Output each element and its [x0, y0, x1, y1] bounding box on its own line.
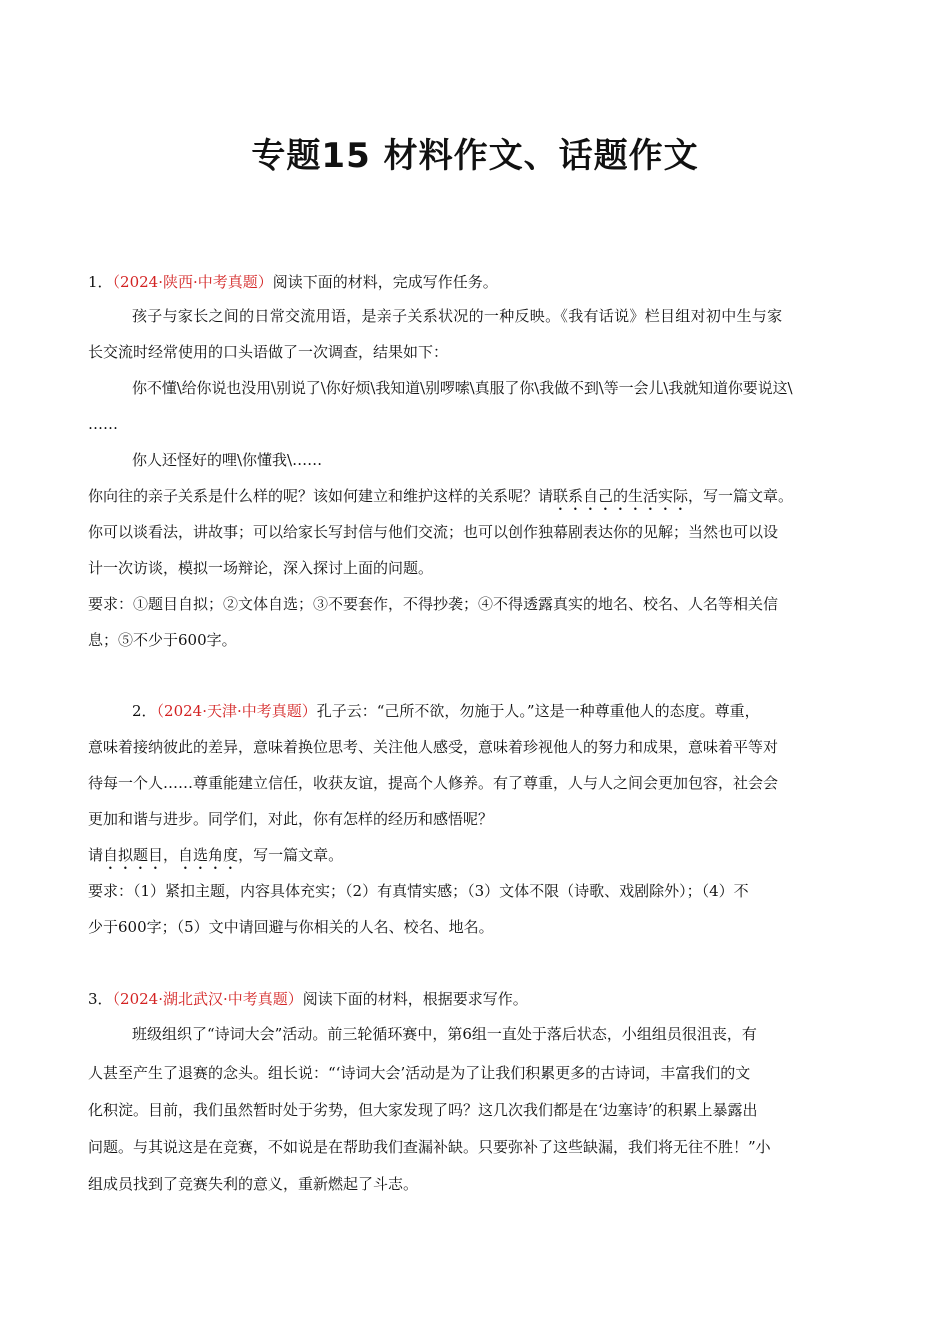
q1-list-line: 你不懂\给你说也没用\别说了\你好烦\我知道\别啰嗦\真服了你\我做不到\等一会儿\我就知道你要说这\	[132, 379, 793, 397]
q2-task-text: ，写一篇文章。	[238, 846, 344, 864]
q2-requirement-line: 要求：（1）紧扣主题，内容具体充实；（2）有真情实感；（3）文体不限（诗歌、戏剧除外）；（4）不	[88, 882, 749, 900]
q2-emphasis-text: 自选角度	[178, 846, 239, 864]
q3-material-line: 问题。与其说这是在竞赛，不如说是在帮助我们查漏补缺。只要弥补了这些缺漏，我们将无往不胜！”小	[88, 1138, 771, 1156]
q2-material-text: 孔子云：“己所不欲，勿施于人。”这是一种尊重他人的态度。尊重，	[316, 702, 760, 720]
q1-task-line: 你可以谈看法，讲故事；可以给家长写封信与他们交流；也可以创作独幕剧表达你的见解；当然也可以设	[88, 523, 779, 541]
q2-requirement-line: 少于600字；（5）文中请回避与你相关的人名、校名、地名。	[88, 918, 494, 936]
q1-task-text: 你向往的亲子关系是什么样的呢？该如何建立和维护这样的关系呢？请	[88, 487, 554, 505]
q2-source: （2024·天津·中考真题）	[156, 702, 317, 720]
q1-task-text: ，写一篇文章。	[688, 487, 794, 505]
page-title: 专题15 材料作文、话题作文	[251, 136, 699, 176]
q1-emphasis-text: 联系自己的生活实际	[553, 487, 689, 505]
q1-number: 1．	[88, 273, 113, 291]
q2-task-text: 请	[88, 846, 104, 864]
q1-prompt: 阅读下面的材料，完成写作任务。	[272, 273, 498, 291]
q1-list-line: ……	[88, 415, 118, 433]
q3-material-line: 人甚至产生了退赛的念头。组长说：“‘诗词大会’活动是为了让我们积累更多的古诗词，丰富我们的文	[88, 1064, 751, 1082]
q2-number: 2．	[132, 702, 157, 720]
q2-material-line: 更加和谐与进步。同学们，对此，你有怎样的经历和感悟呢？	[88, 810, 494, 828]
q1-header	[88, 272, 498, 292]
q2-material-line: 意味着接纳彼此的差异，意味着换位思考、关注他人感受，意味着珍视他人的努力和成果，意味着平等对	[88, 738, 779, 756]
q2-emphasis-text: 自拟题目	[103, 846, 164, 864]
q3-prompt: 阅读下面的材料，根据要求写作。	[302, 990, 528, 1008]
q1-requirement-line: 息；⑤不少于600字。	[88, 631, 237, 649]
q3-number: 3．	[88, 990, 113, 1008]
q2-material-line: 待每一个人……尊重能建立信任，收获友谊，提高个人修养。有了尊重，人与人之间会更加包容，社会会	[88, 774, 779, 792]
q2-header	[132, 701, 760, 721]
q3-material-line: 班级组织了“诗词大会”活动。前三轮循环赛中，第6组一直处于落后状态，小组组员很沮丧，有	[132, 1025, 757, 1043]
q1-source: （2024·陕西·中考真题）	[112, 273, 273, 291]
q3-header	[88, 989, 528, 1009]
q2-task-text: ，	[163, 846, 179, 864]
q3-material-line: 化积淀。目前，我们虽然暂时处于劣势，但大家发现了吗？这几次我们都是在‘边塞诗’的积累上暴露出	[88, 1101, 758, 1119]
q2-task-line	[88, 845, 343, 873]
q3-source: （2024·湖北武汉·中考真题）	[112, 990, 303, 1008]
q1-task-line	[88, 486, 793, 514]
q1-material-line: 长交流时经常使用的口头语做了一次调查，结果如下：	[88, 343, 449, 361]
q1-task-line: 计一次访谈，模拟一场辩论，深入探讨上面的问题。	[88, 559, 434, 577]
q1-material-line: 孩子与家长之间的日常交流用语，是亲子关系状况的一种反映。《我有话说》栏目组对初中生与家	[132, 307, 783, 325]
q3-material-line: 组成员找到了竞赛失利的意义，重新燃起了斗志。	[88, 1175, 419, 1193]
q1-list-line: 你人还怪好的哩\你懂我\……	[132, 451, 323, 469]
q1-requirement-line: 要求：①题目自拟；②文体自选；③不要套作，不得抄袭；④不得透露真实的地名、校名、人名等相关信	[88, 595, 779, 613]
